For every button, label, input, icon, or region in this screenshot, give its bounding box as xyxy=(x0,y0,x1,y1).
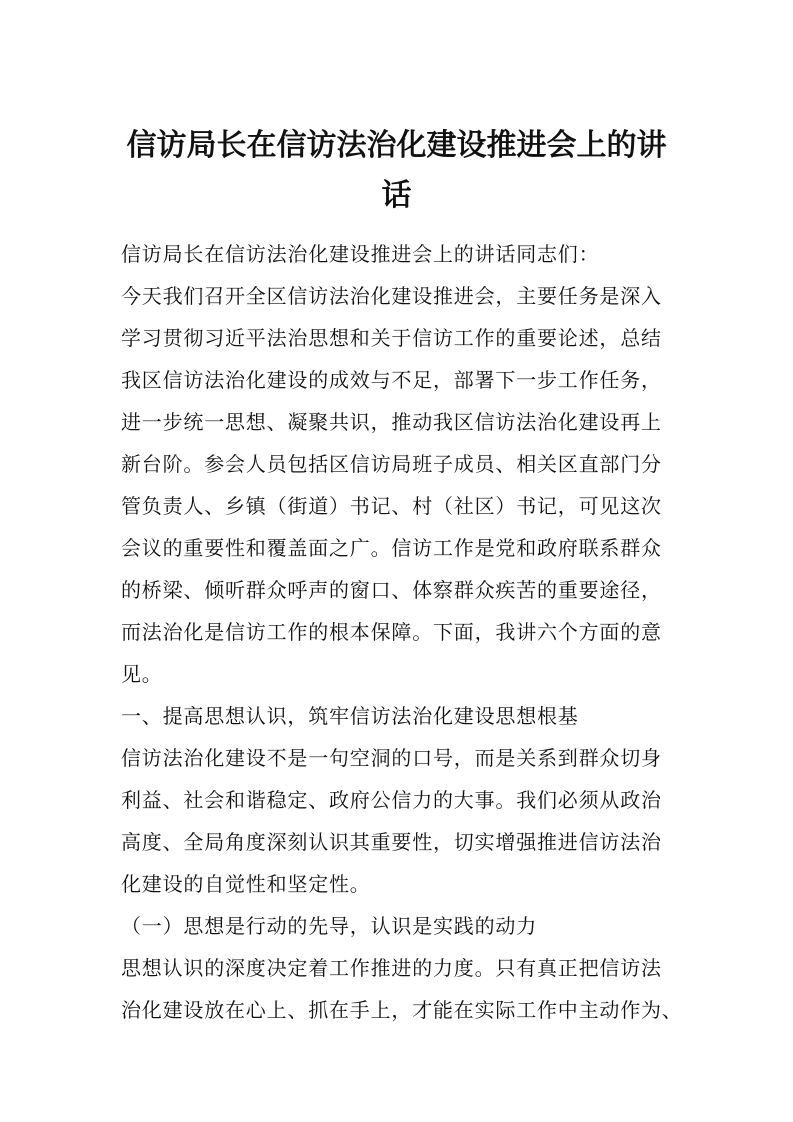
document-title-line-2: 话 xyxy=(381,178,412,213)
body-line: 管负责人、乡镇（街道）书记、村（社区）书记，可见这次 xyxy=(121,494,662,518)
body-line: 利益、社会和谐稳定、政府公信力的大事。我们必须从政治 xyxy=(121,788,662,812)
body-line: 我区信访法治化建设的成效与不足，部署下一步工作任务， xyxy=(121,368,662,392)
body-line: 今天我们召开全区信访法治化建设推进会，主要任务是深入 xyxy=(121,284,662,308)
body-line: 信访法治化建设不是一句空洞的口号，而是关系到群众切身 xyxy=(121,746,662,770)
body-line: 新台阶。参会人员包括区信访局班子成员、相关区直部门分 xyxy=(121,452,662,476)
subsection-heading: （一）思想是行动的先导，认识是实践的动力 xyxy=(121,914,537,938)
body-line: 学习贯彻习近平法治思想和关于信访工作的重要论述，总结 xyxy=(121,326,662,350)
body-line: 的桥梁、倾听群众呼声的窗口、体察群众疾苦的重要途径， xyxy=(121,578,662,602)
body-line: 高度、全局角度深刻认识其重要性，切实增强推进信访法治 xyxy=(121,830,662,854)
body-line: 思想认识的深度决定着工作推进的力度。只有真正把信访法 xyxy=(121,956,662,980)
document-title-line-1: 信访局长在信访法治化建设推进会上的讲 xyxy=(126,128,667,163)
body-line: 信访局长在信访法治化建设推进会上的讲话同志们： xyxy=(121,242,600,266)
body-line: 见。 xyxy=(121,662,163,686)
body-line: 进一步统一思想、凝聚共识，推动我区信访法治化建设再上 xyxy=(121,410,662,434)
document-body xyxy=(121,233,681,1031)
section-heading: 一、提高思想认识，筑牢信访法治化建设思想根基 xyxy=(121,704,579,728)
body-line: 会议的重要性和覆盖面之广。信访工作是党和政府联系群众 xyxy=(121,536,662,560)
body-line: 化建设的自觉性和坚定性。 xyxy=(121,872,371,896)
body-line: 治化建设放在心上、抓在手上，才能在实际工作中主动作为、 xyxy=(121,998,683,1022)
body-line: 而法治化是信访工作的根本保障。下面，我讲六个方面的意 xyxy=(121,620,662,644)
